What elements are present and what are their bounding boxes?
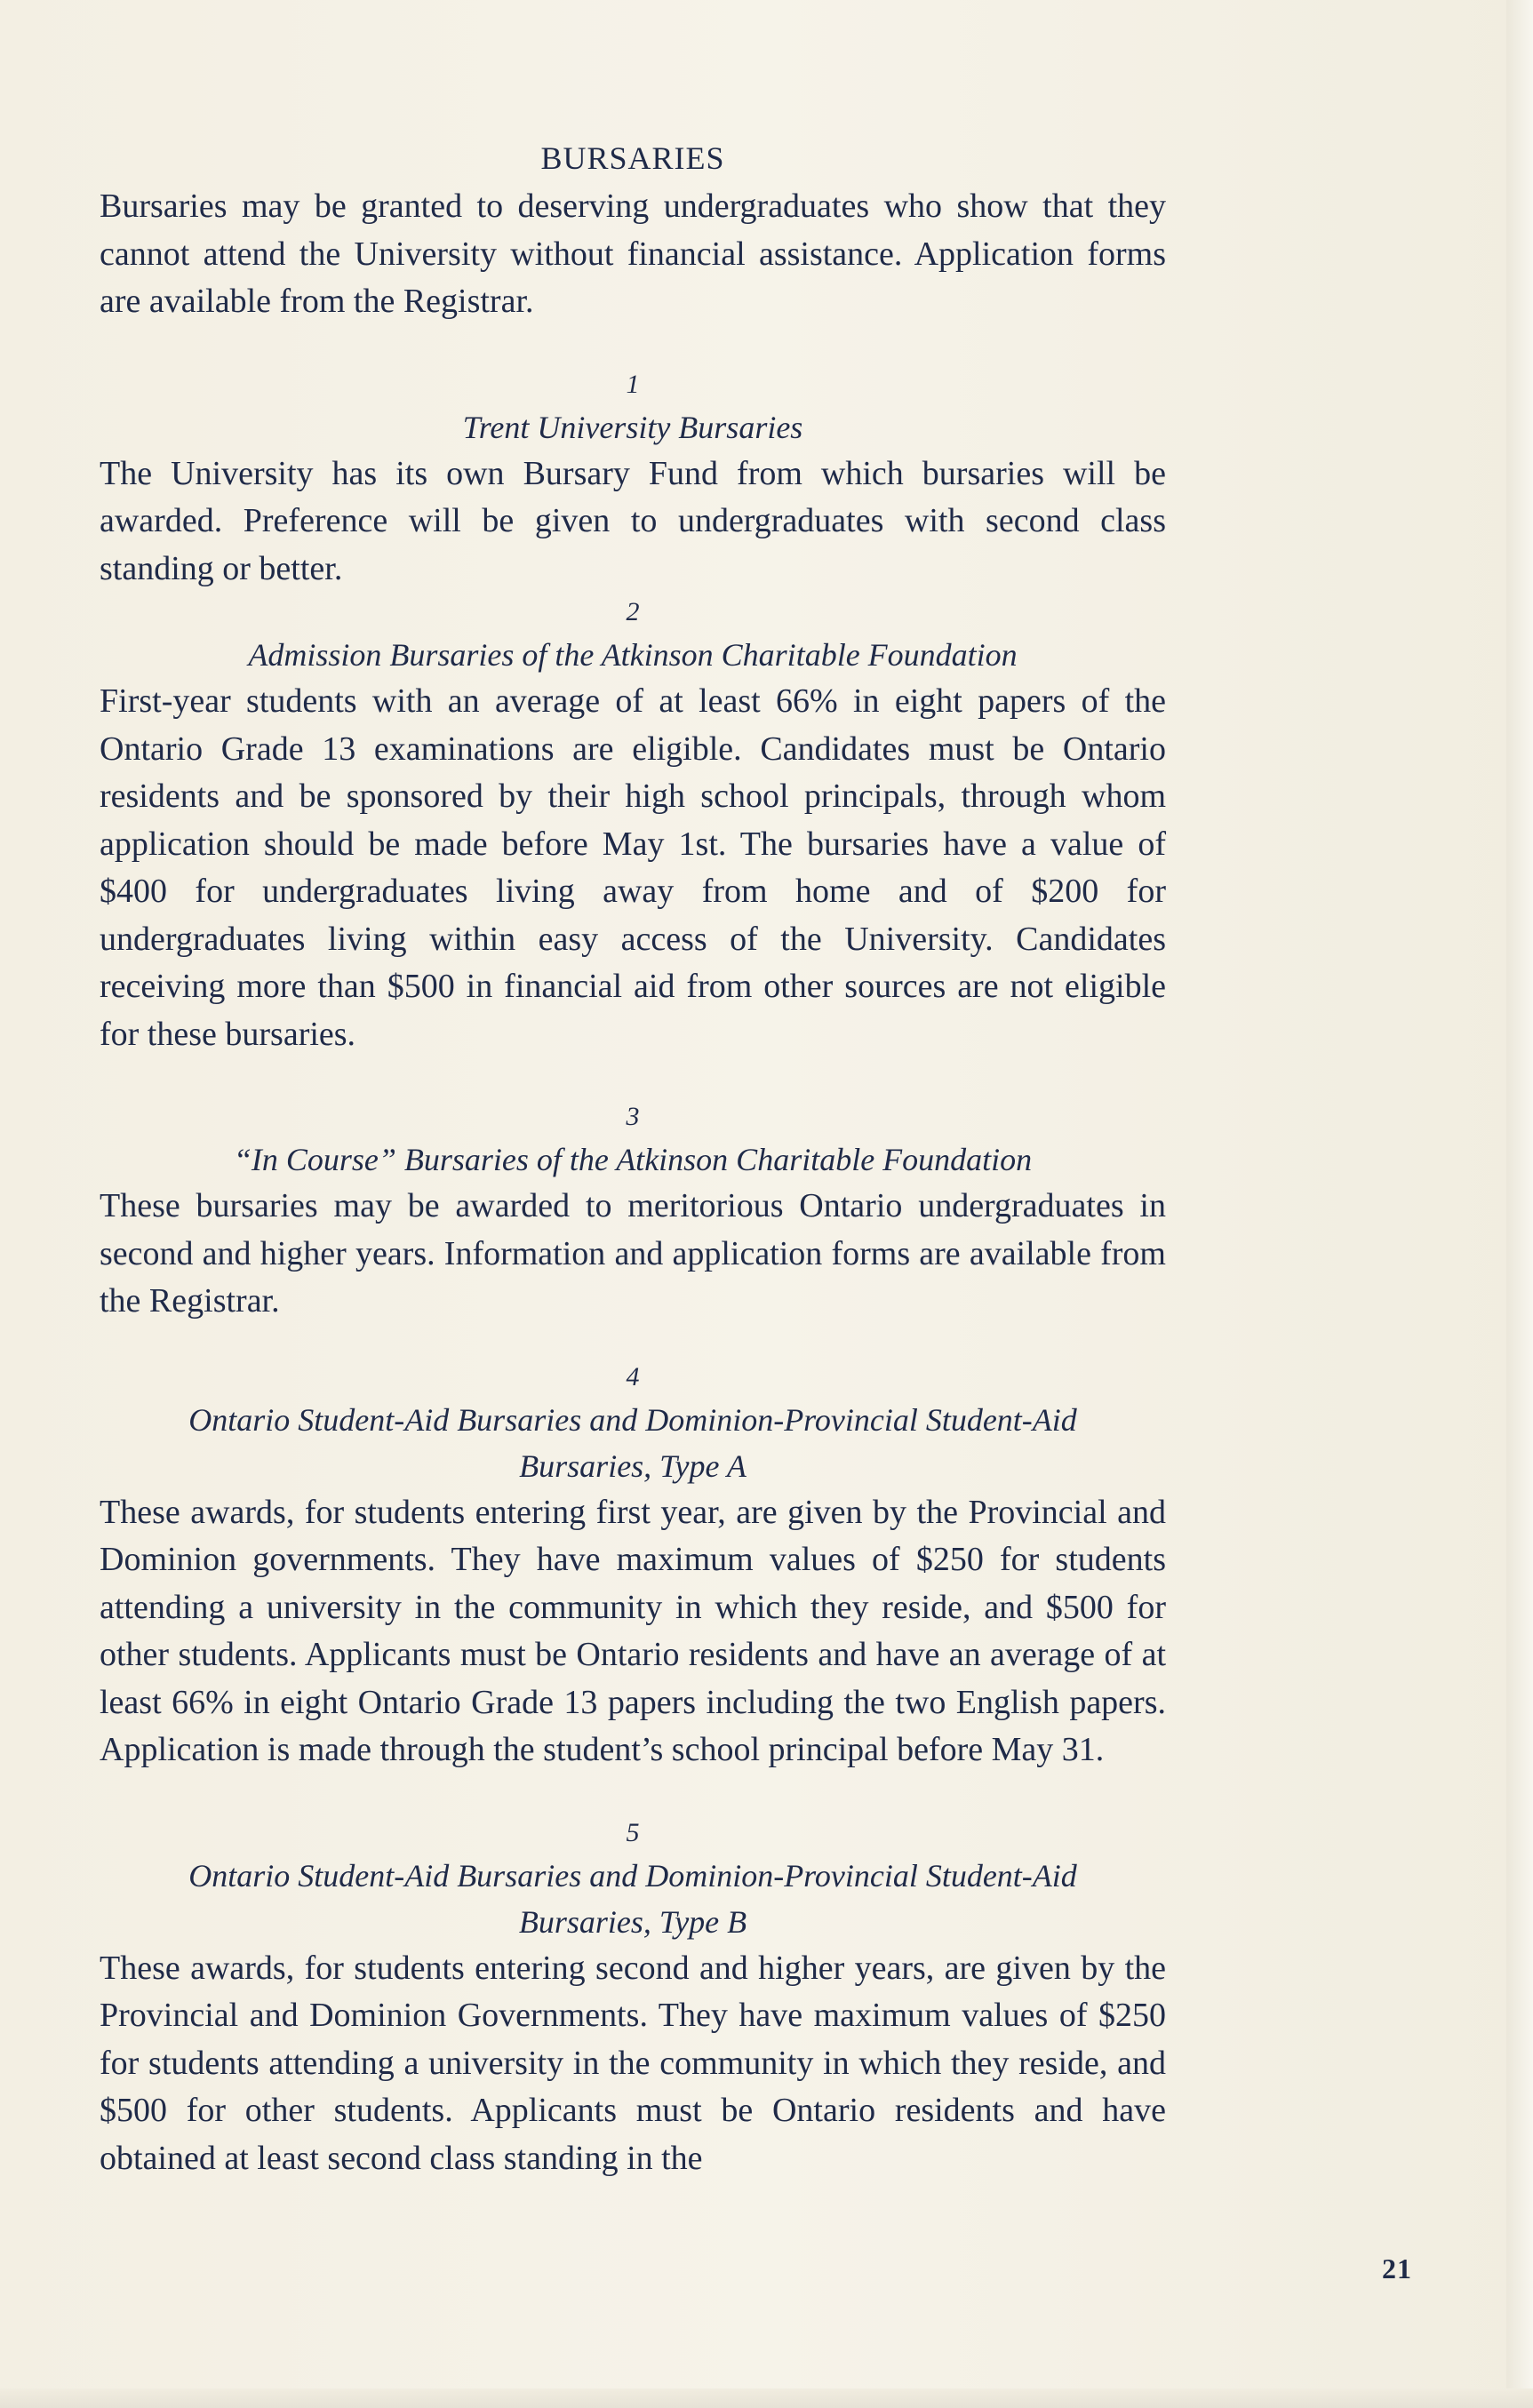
- section-number: 5: [626, 1817, 640, 1847]
- section-title: “In Course” Bursaries of the Atkinson Charitable Foundation: [233, 1142, 1033, 1177]
- page-number: 21: [1382, 2253, 1412, 2284]
- section-body: First-year students with an average of at least 66% in eight papers of the Ontario Grade 13 examinations are eligible. Candidates must be Ontario residents and be sponsored by their high school principals, through whom application should be made before May 1st. The bursaries have a value of $400 for undergraduates living away from home and of $200 for undergraduates living within easy access of the University. Candidates receiving more than $500 in financial aid from other sources are not eligible for these bursaries.: [100, 682, 1166, 1053]
- section-number: 1: [626, 369, 640, 399]
- section-body: The University has its own Bursary Fund from which bursaries will be awarded. Preference will be given to undergraduates with second class standing or better.: [100, 454, 1166, 587]
- text-column: [100, 133, 1166, 2182]
- section-title-line2: Bursaries, Type A: [519, 1447, 747, 1484]
- section-body: These awards, for students entering first year, are given by the Provincial and Dominion governments. They have maximum values of $250 for students attending a university in the community in which they reside, and $500 for other students. Applicants must be Ontario residents and have an average of at least 66% in eight Ontario Grade 13 papers including the two English papers. Application is made through the student’s school principal before May 31.: [100, 1493, 1166, 1768]
- section-body: These bursaries may be awarded to meritorious Ontario undergraduates in second and higher years. Information and application forms are available from the Registrar.: [100, 1187, 1166, 1320]
- intro-paragraph: Bursaries may be granted to deserving undergraduates who show that they cannot attend the University without financial assistance. Application forms are available from the Registrar.: [100, 187, 1166, 320]
- page-heading: BURSARIES: [540, 140, 725, 176]
- section-4: [100, 1358, 1166, 1774]
- section-5: [100, 1814, 1166, 2183]
- page-right-edge: [1506, 0, 1533, 2408]
- section-title: Trent University Bursaries: [462, 409, 803, 445]
- section-number: 4: [626, 1361, 640, 1391]
- section-2: [100, 593, 1166, 1058]
- section-number: 3: [626, 1102, 640, 1131]
- page-bottom-edge: [0, 2388, 1533, 2408]
- section-number: 2: [626, 597, 640, 626]
- section-title-line2: Bursaries, Type B: [518, 1903, 747, 1940]
- section-body: These awards, for students entering second and higher years, are given by the Provincial and Dominion Governments. They have maximum values of $250 for students attending a university in the community in which they reside, and $500 for other students. Applicants must be Ontario residents and have obtained at least second class standing in the: [100, 1949, 1166, 2177]
- section-1: [100, 365, 1166, 594]
- section-title: Ontario Student-Aid Bursaries and Dominion-Provincial Student-Aid: [188, 1401, 1077, 1438]
- section-3: [100, 1097, 1166, 1326]
- section-title: Ontario Student-Aid Bursaries and Dominion-Provincial Student-Aid: [188, 1857, 1077, 1894]
- section-title: Admission Bursaries of the Atkinson Charitable Foundation: [248, 637, 1018, 673]
